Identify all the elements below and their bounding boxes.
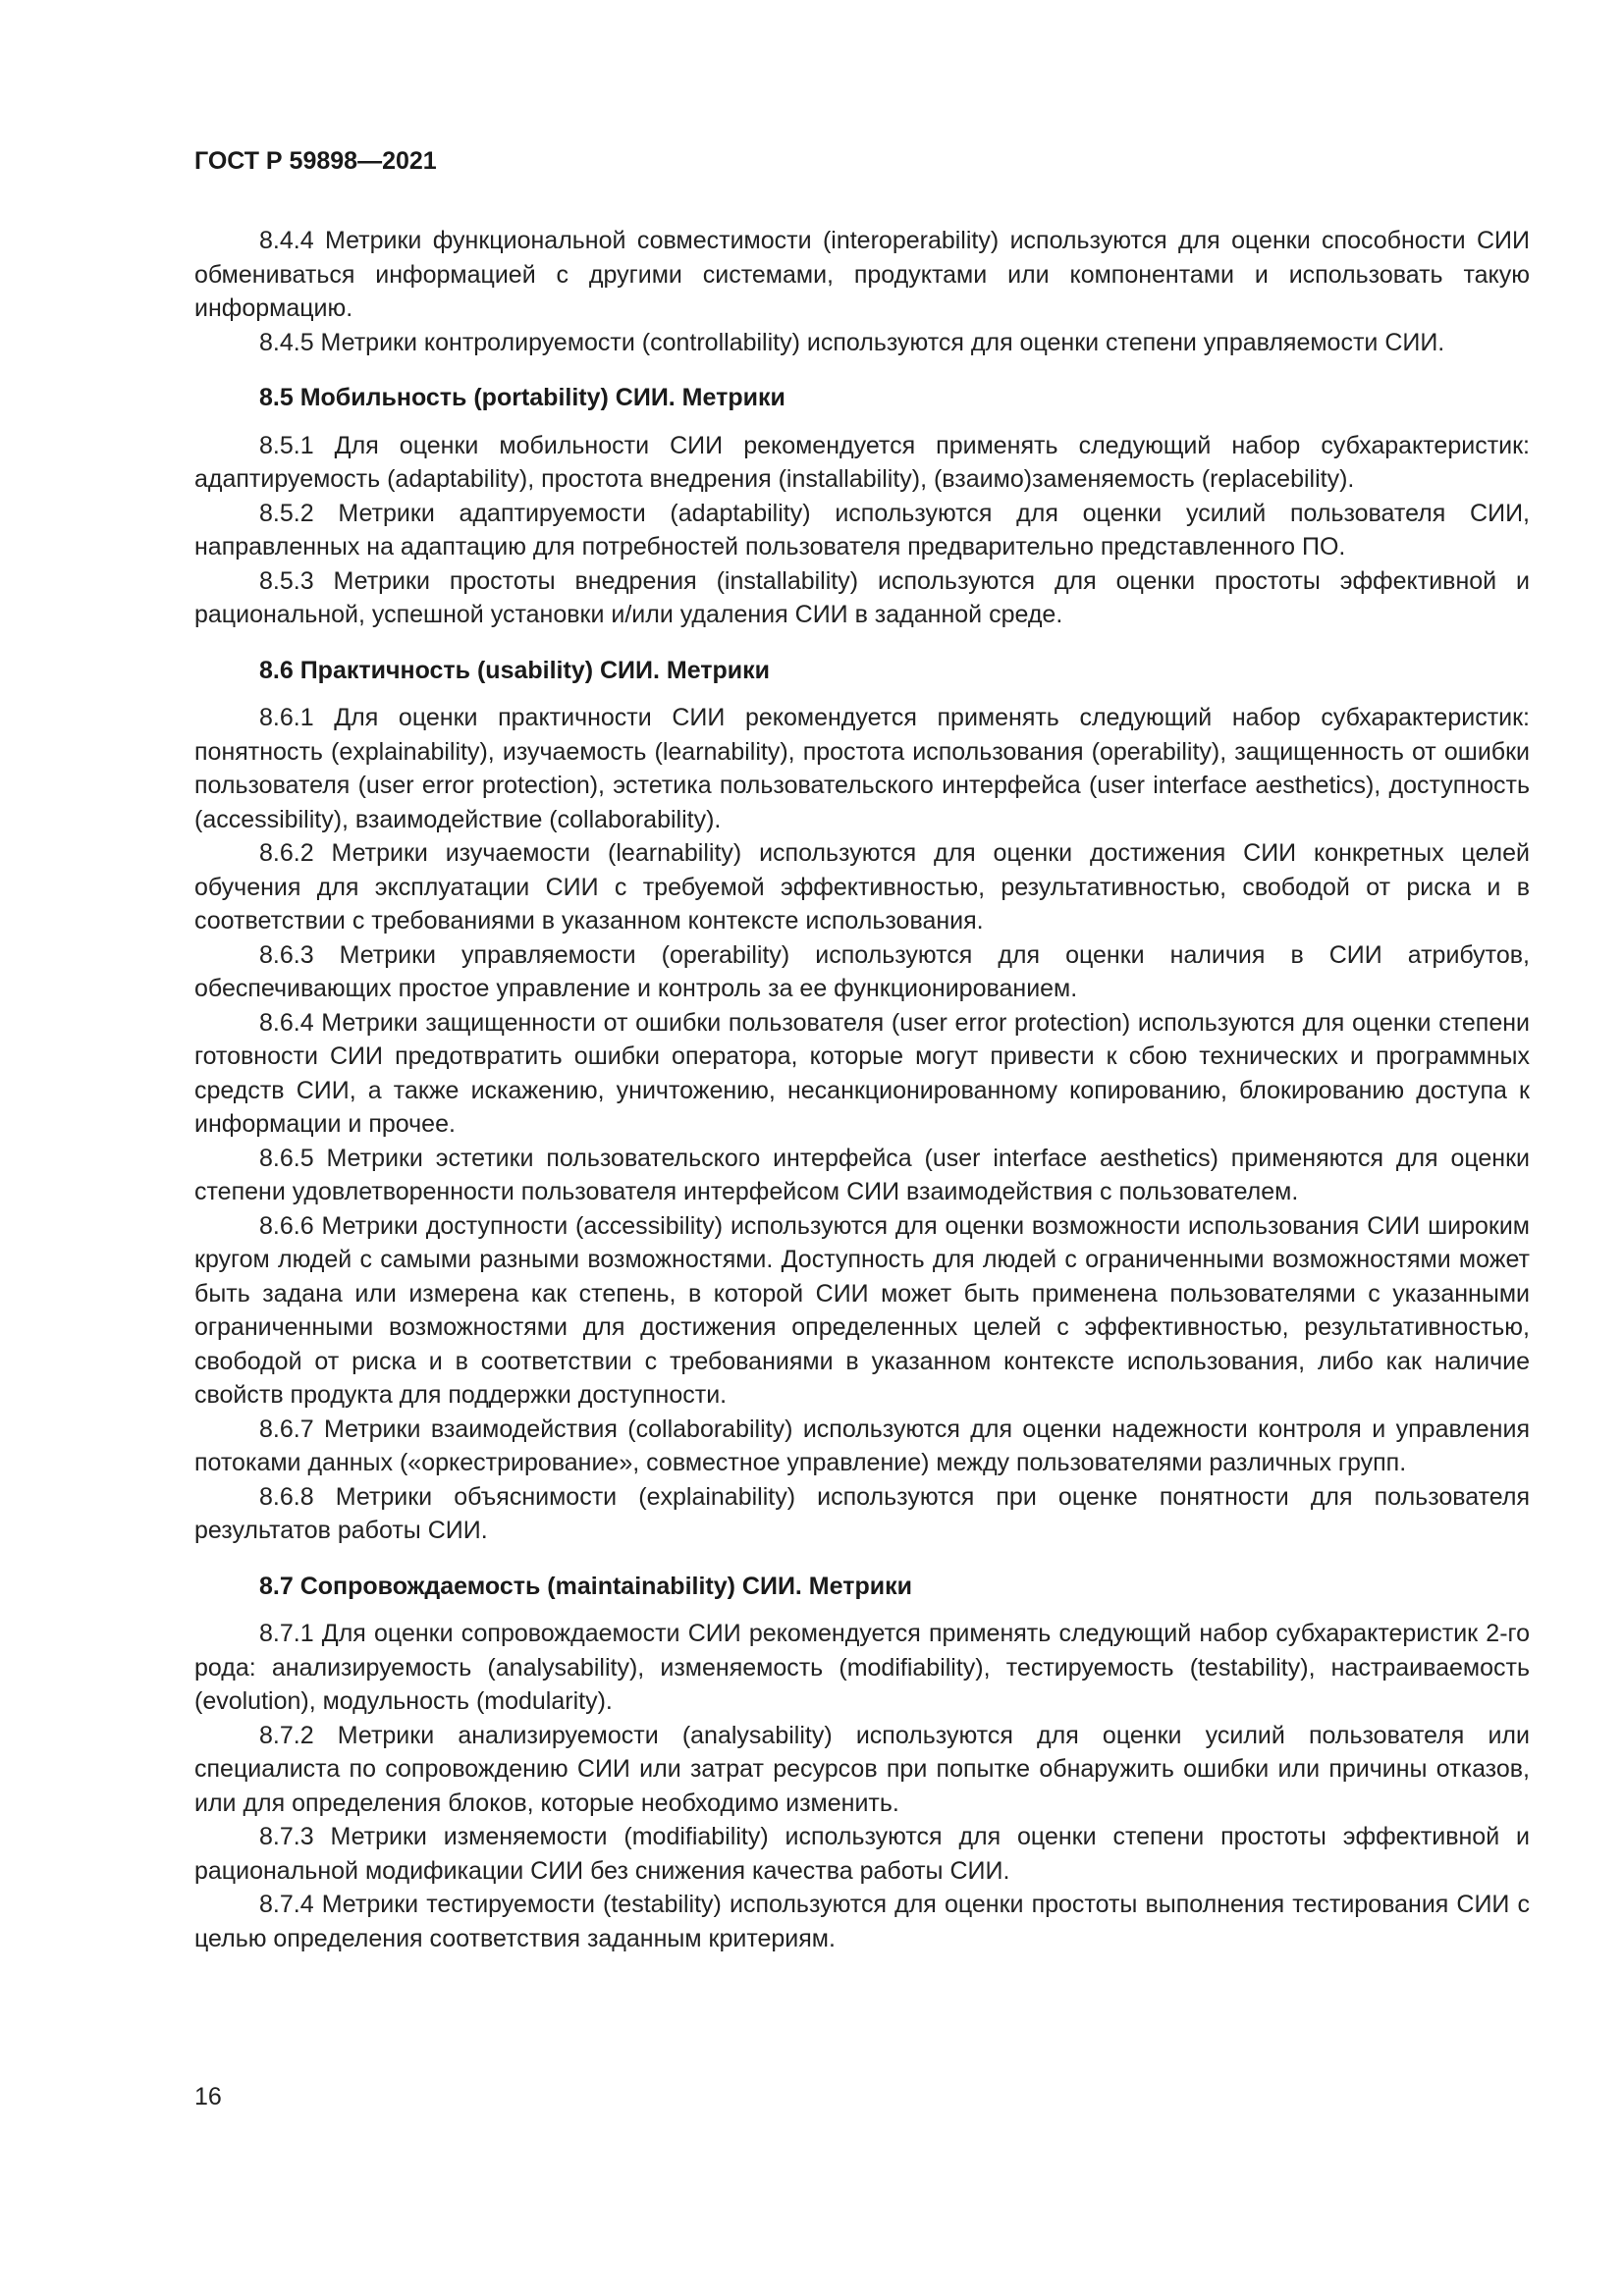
paragraph-8-7-2: 8.7.2 Метрики анализируемости (analysability) используются для оценки усилий пользователя или специалиста по сопровождению СИИ или затрат ресурсов при попытке обнаружить ошибки или причины отказов, или для определения блоков, которые необходимо изменить.: [194, 1721, 1530, 1817]
paragraph-8-5-1: 8.5.1 Для оценки мобильности СИИ рекомендуется применять следующий набор субхарактеристик: адаптируемость (adaptability), простота внедрения (installability), (взаимо)заменяемость (replacebility).: [194, 431, 1530, 493]
paragraph-8-6-3: 8.6.3 Метрики управляемости (operability) используются для оценки наличия в СИИ атрибутов, обеспечивающих простое управление и контроль за ее функционированием.: [194, 940, 1530, 1002]
paragraph-8-7-4: 8.7.4 Метрики тестируемости (testability) используются для оценки простоты выполнения тестирования СИИ с целью определения соответствия заданным критериям.: [194, 1891, 1530, 1952]
paragraph-8-6-2: 8.6.2 Метрики изучаемости (learnability) используются для оценки достижения СИИ конкретных целей обучения для эксплуатации СИИ с требуемой эффективностью, результативностью, свободой от риска и в соответствии с требованиями в указанном контексте использования.: [194, 839, 1530, 934]
section-heading-8-5: 8.5 Мобильность (portability) СИИ. Метрики: [259, 384, 785, 411]
paragraph-8-5-2: 8.5.2 Метрики адаптируемости (adaptability) используются для оценки усилий пользователя СИИ, направленных на адаптацию для потребностей пользователя предварительно представленного ПО.: [194, 499, 1530, 561]
paragraph-8-5-3: 8.5.3 Метрики простоты внедрения (installability) используются для оценки простоты эффективной и рациональной, успешной установки и/или удаления СИИ в заданной среде.: [194, 566, 1530, 628]
paragraph-8-6-6: 8.6.6 Метрики доступности (accessibility) используются для оценки возможности использования СИИ широким кругом людей с самыми разными возможностями. Доступность для людей с ограниченными возможностями может быть задана или измерена как степень, в которой СИИ может быть применена пользователями с указанными ограниченными возможностями для достижения определенных целей с эффективностью, результативностью, свободой от риска и в соответствии с требованиями в указанном контексте использования, либо как наличие свойств продукта для поддержки доступности.: [194, 1211, 1530, 1409]
standard-designation: ГОСТ Р 59898—2021: [194, 147, 437, 175]
section-heading-8-6: 8.6 Практичность (usability) СИИ. Метрики: [259, 656, 771, 684]
paragraph-8-6-7: 8.6.7 Метрики взаимодействия (collaborability) используются для оценки надежности контроля и управления потоками данных («оркестрирование», совместное управление) между пользователями различных групп.: [194, 1415, 1530, 1476]
page-number: 16: [194, 2083, 222, 2110]
paragraph-8-7-1: 8.7.1 Для оценки сопровождаемости СИИ рекомендуется применять следующий набор субхарактеристик 2-го рода: анализируемость (analysability), изменяемость (modifiability), тестируемость (testability), настраиваемость (evolution), модульность (modularity).: [194, 1620, 1530, 1715]
paragraph-8-4-4: 8.4.4 Метрики функциональной совместимости (interoperability) используются для оценки способности СИИ обмениваться информацией с другими системами, продуктами или компонентами и использовать такую информацию.: [194, 227, 1530, 322]
paragraph-8-4-5: 8.4.5 Метрики контролируемости (controllability) используются для оценки степени управляемости СИИ.: [259, 328, 1445, 356]
paragraph-8-6-1: 8.6.1 Для оценки практичности СИИ рекомендуется применять следующий набор субхарактеристик: понятность (explainability), изучаемость (learnability), простота использования (operability), защищенность от ошибки пользователя (user error protection), эстетика пользовательского интерфейса (user interface aesthetics), доступность (accessibility), взаимодействие (collaborability).: [194, 704, 1530, 833]
paragraph-8-7-3: 8.7.3 Метрики изменяемости (modifiability) используются для оценки степени простоты эффективной и рациональной модификации СИИ без снижения качества работы СИИ.: [194, 1823, 1530, 1885]
paragraph-8-6-5: 8.6.5 Метрики эстетики пользовательского интерфейса (user interface aesthetics) применяются для оценки степени удовлетворенности пользователя интерфейсом СИИ взаимодействия с пользователем.: [194, 1144, 1530, 1205]
section-heading-8-7: 8.7 Сопровождаемость (maintainability) СИИ. Метрики: [259, 1572, 912, 1600]
document-body: [194, 224, 1530, 1955]
paragraph-8-6-8: 8.6.8 Метрики объяснимости (explainability) используются при оценке понятности для пользователя результатов работы СИИ.: [194, 1482, 1530, 1544]
paragraph-8-6-4: 8.6.4 Метрики защищенности от ошибки пользователя (user error protection) используются для оценки степени готовности СИИ предотвратить ошибки оператора, которые могут привести к сбою технических и программных средств СИИ, а также искажению, уничтожению, несанкционированному копированию, блокированию доступа к информации и прочее.: [194, 1008, 1530, 1138]
